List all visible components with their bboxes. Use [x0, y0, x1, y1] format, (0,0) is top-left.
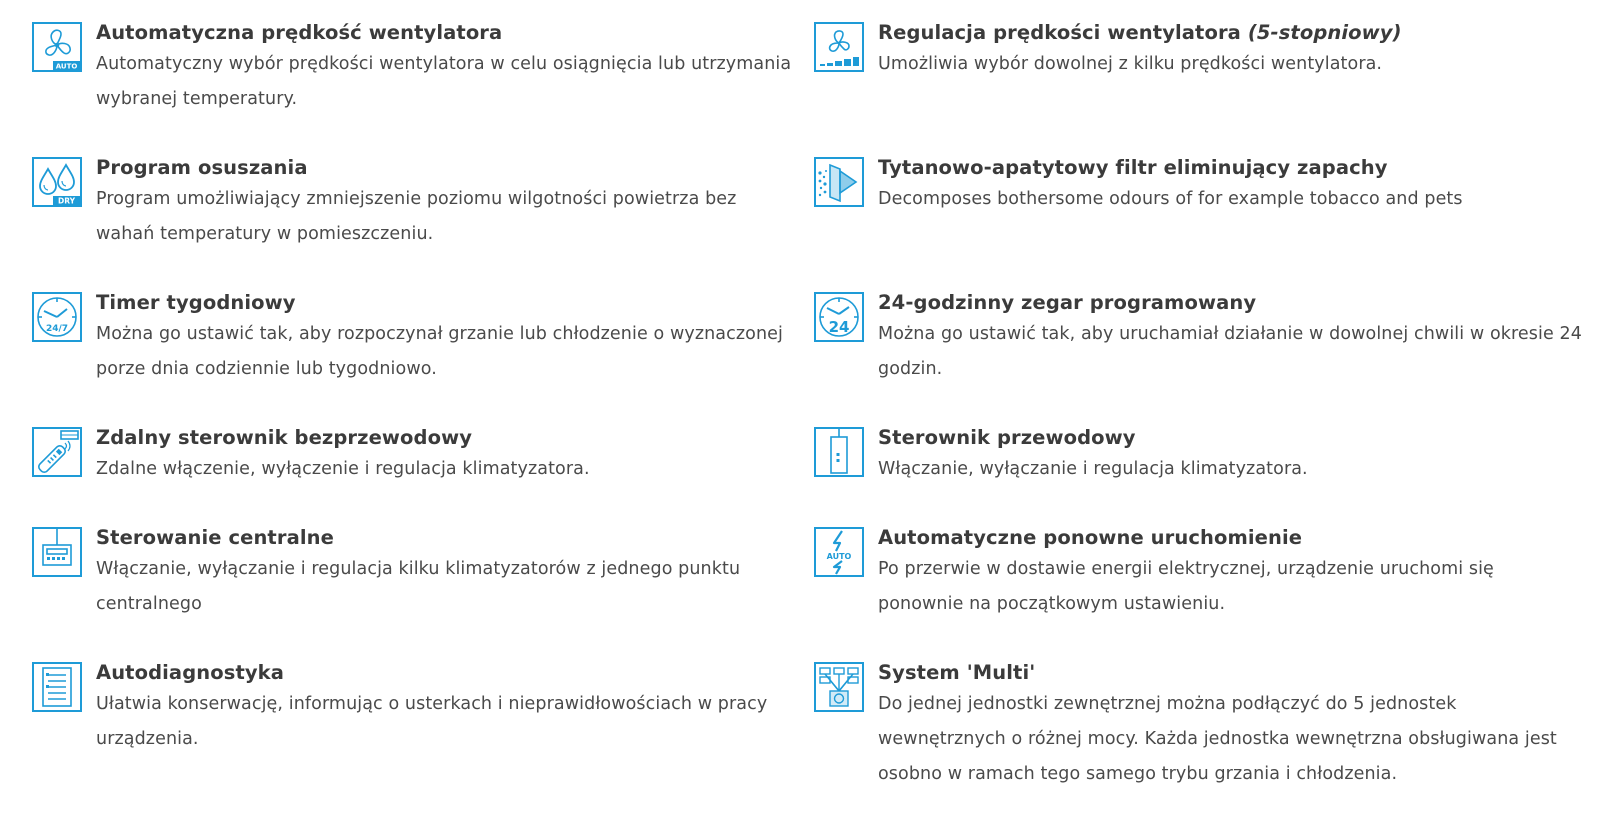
feature-title: Sterownik przewodowy [878, 426, 1136, 449]
auto-restart-icon-label: AUTO [826, 552, 852, 561]
wired-controller-icon [814, 427, 864, 477]
feature-title-main: Regulacja prędkości wentylatora [878, 21, 1241, 44]
feature-text [878, 525, 1584, 622]
feature-title: Zdalny sterownik bezprzewodowy [96, 426, 473, 449]
feature-central-control [32, 525, 792, 622]
feature-description: Program umożliwiający zmniejszenie poziomu wilgotności powietrza bez wahań temperatury w pomieszczeniu. [96, 189, 737, 244]
feature-description: Decomposes bothersome odours of for example tobacco and pets [878, 189, 1463, 209]
feature-text [878, 425, 1584, 487]
feature-text [96, 660, 792, 757]
feature-dry-program [32, 155, 792, 252]
feature-fan-speed-regulation [814, 20, 1584, 82]
feature-auto-fan-speed [32, 20, 792, 117]
feature-title: 24-godzinny zegar programowany [878, 291, 1257, 314]
feature-description: Po przerwie w dostawie energii elektrycznej, urządzenie uruchomi się ponownie na początkowym ustawieniu. [878, 559, 1494, 614]
feature-text [878, 20, 1584, 82]
feature-text [878, 290, 1584, 387]
fan-auto-icon-label: AUTO [55, 62, 78, 70]
drops-dry-icon-label: DRY [57, 196, 76, 205]
feature-title: System 'Multi' [878, 661, 1036, 684]
feature-24h-clock [814, 290, 1584, 387]
feature-description: Można go ustawić tak, aby uruchamiał działanie w dowolnej chwili w okresie 24 godzin. [878, 324, 1582, 379]
feature-weekly-timer [32, 290, 792, 387]
clock-24-7-icon [32, 292, 82, 342]
multi-system-icon [814, 662, 864, 712]
remote-control-icon [32, 427, 82, 477]
feature-description: Automatyczny wybór prędkości wentylatora w celu osiągnięcia lub utrzymania wybranej temperatury. [96, 54, 792, 109]
feature-title: Tytanowo-apatytowy filtr eliminujący zapachy [878, 156, 1388, 179]
feature-description: Włączanie, wyłączanie i regulacja klimatyzatora. [878, 459, 1308, 479]
feature-description: Ułatwia konserwację, informując o usterkach i nieprawidłowościach w pracy urządzenia. [96, 694, 768, 749]
feature-title: Sterowanie centralne [96, 526, 334, 549]
fan-speed-icon [814, 22, 864, 72]
fan-auto-icon [32, 22, 82, 72]
feature-title: Automatyczne ponowne uruchomienie [878, 526, 1303, 549]
auto-restart-icon [814, 527, 864, 577]
filter-icon [814, 157, 864, 207]
feature-text [878, 155, 1584, 217]
feature-description: Do jednej jednostki zewnętrznej można podłączyć do 5 jednostek wewnętrznych o różnej mocy. Każda jednostka wewnętrzna obsługiwana jest osobno w ramach tego samego trybu grzania i chłodzenia. [878, 694, 1557, 784]
feature-auto-restart [814, 525, 1584, 622]
feature-title: Automatyczna prędkość wentylatora [96, 21, 503, 44]
feature-text [96, 425, 792, 487]
central-control-icon [32, 527, 82, 577]
clock-24-icon [814, 292, 864, 342]
feature-description: Umożliwia wybór dowolnej z kilku prędkości wentylatora. [878, 54, 1383, 74]
feature-title [878, 20, 1584, 46]
feature-self-diagnosis [32, 660, 792, 757]
clock-24-icon-label: 24 [828, 318, 850, 336]
feature-title: Autodiagnostyka [96, 661, 284, 684]
feature-description: Włączanie, wyłączanie i regulacja kilku klimatyzatorów z jednego punktu centralnego [96, 559, 741, 614]
feature-text [96, 525, 792, 622]
feature-odour-filter [814, 155, 1584, 217]
self-diagnosis-icon [32, 662, 82, 712]
feature-text [96, 155, 792, 252]
drops-dry-icon [32, 157, 82, 207]
feature-title-suffix: (5-stopniowy) [1247, 21, 1402, 44]
feature-multi-system [814, 660, 1584, 792]
feature-title: Timer tygodniowy [96, 291, 296, 314]
feature-description: Zdalne włączenie, wyłączenie i regulacja klimatyzatora. [96, 459, 590, 479]
feature-description: Można go ustawić tak, aby rozpoczynał grzanie lub chłodzenie o wyznaczonej porze dnia codziennie lub tygodniowo. [96, 324, 783, 379]
feature-wired-controller [814, 425, 1584, 487]
feature-wireless-remote [32, 425, 792, 487]
feature-text [878, 660, 1584, 792]
feature-title: Program osuszania [96, 156, 308, 179]
feature-text [96, 290, 792, 387]
feature-text [96, 20, 792, 117]
clock-24-7-icon-label: 24/7 [45, 324, 69, 334]
